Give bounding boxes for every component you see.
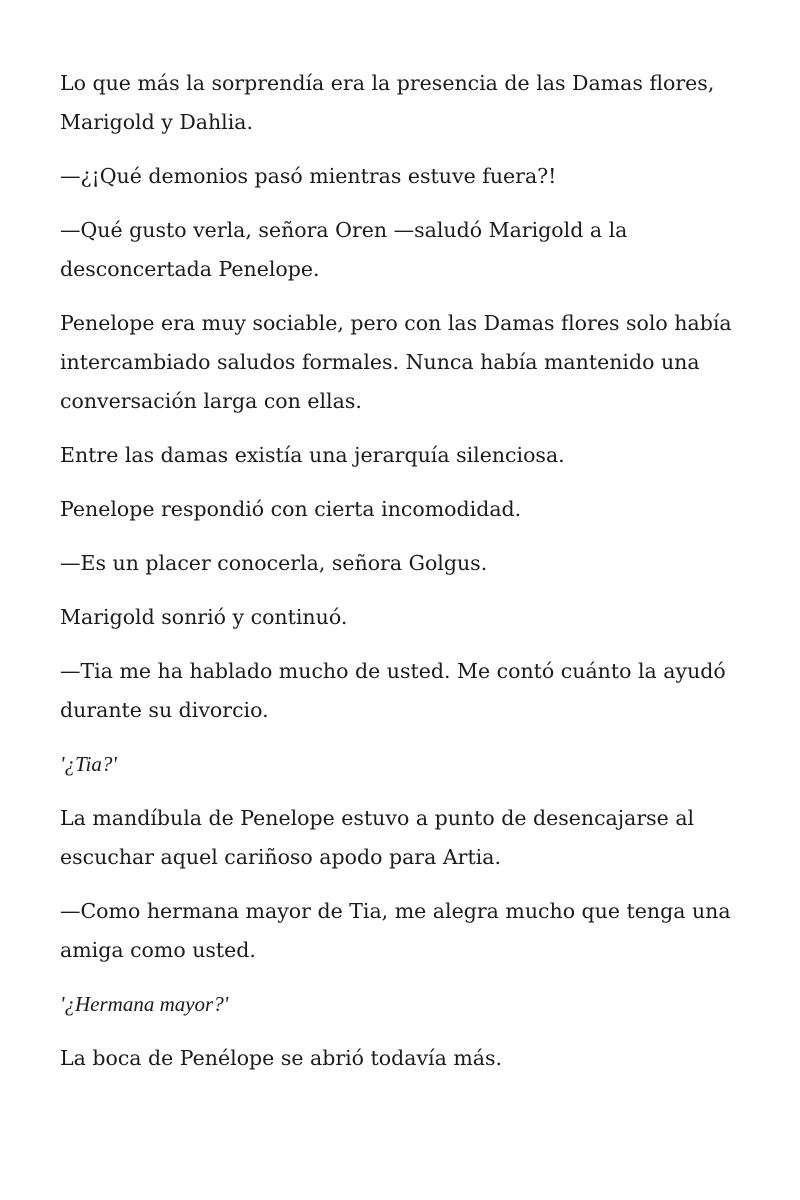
dialogue-line: —Es un placer conocerla, señora Golgus.: [60, 551, 488, 575]
dialogue-line: —Como hermana mayor de Tia, me alegra mucho que tenga una amiga como usted.: [60, 899, 731, 962]
dialogue-line: —¿¡Qué demonios pasó mientras estuve fuera?!: [60, 164, 557, 188]
dialogue-line: —Qué gusto verla, señora Oren —saludó Marigold a la desconcertada Penelope.: [60, 218, 628, 281]
paragraph: Marigold sonrió y continuó.: [60, 605, 348, 629]
document-page: [60, 64, 750, 1093]
paragraph: Entre las damas existía una jerarquía silenciosa.: [60, 443, 565, 467]
paragraph: Penelope respondió con cierta incomodidad.: [60, 497, 522, 521]
paragraph: La boca de Penélope se abrió todavía más.: [60, 1046, 503, 1070]
dialogue-line: —Tia me ha hablado mucho de usted. Me contó cuánto la ayudó durante su divorcio.: [60, 659, 726, 722]
paragraph: La mandíbula de Penelope estuvo a punto de desencajarse al escuchar aquel cariñoso apodo para Artia.: [60, 806, 695, 869]
paragraph: Penelope era muy sociable, pero con las Damas flores solo había intercambiado saludos formales. Nunca había mantenido una conversación larga con ellas.: [60, 311, 732, 413]
inner-thought: '¿Hermana mayor?': [60, 992, 229, 1016]
inner-thought: '¿Tia?': [60, 752, 117, 776]
paragraph: Lo que más la sorprendía era la presencia de las Damas flores, Marigold y Dahlia.: [60, 71, 715, 134]
